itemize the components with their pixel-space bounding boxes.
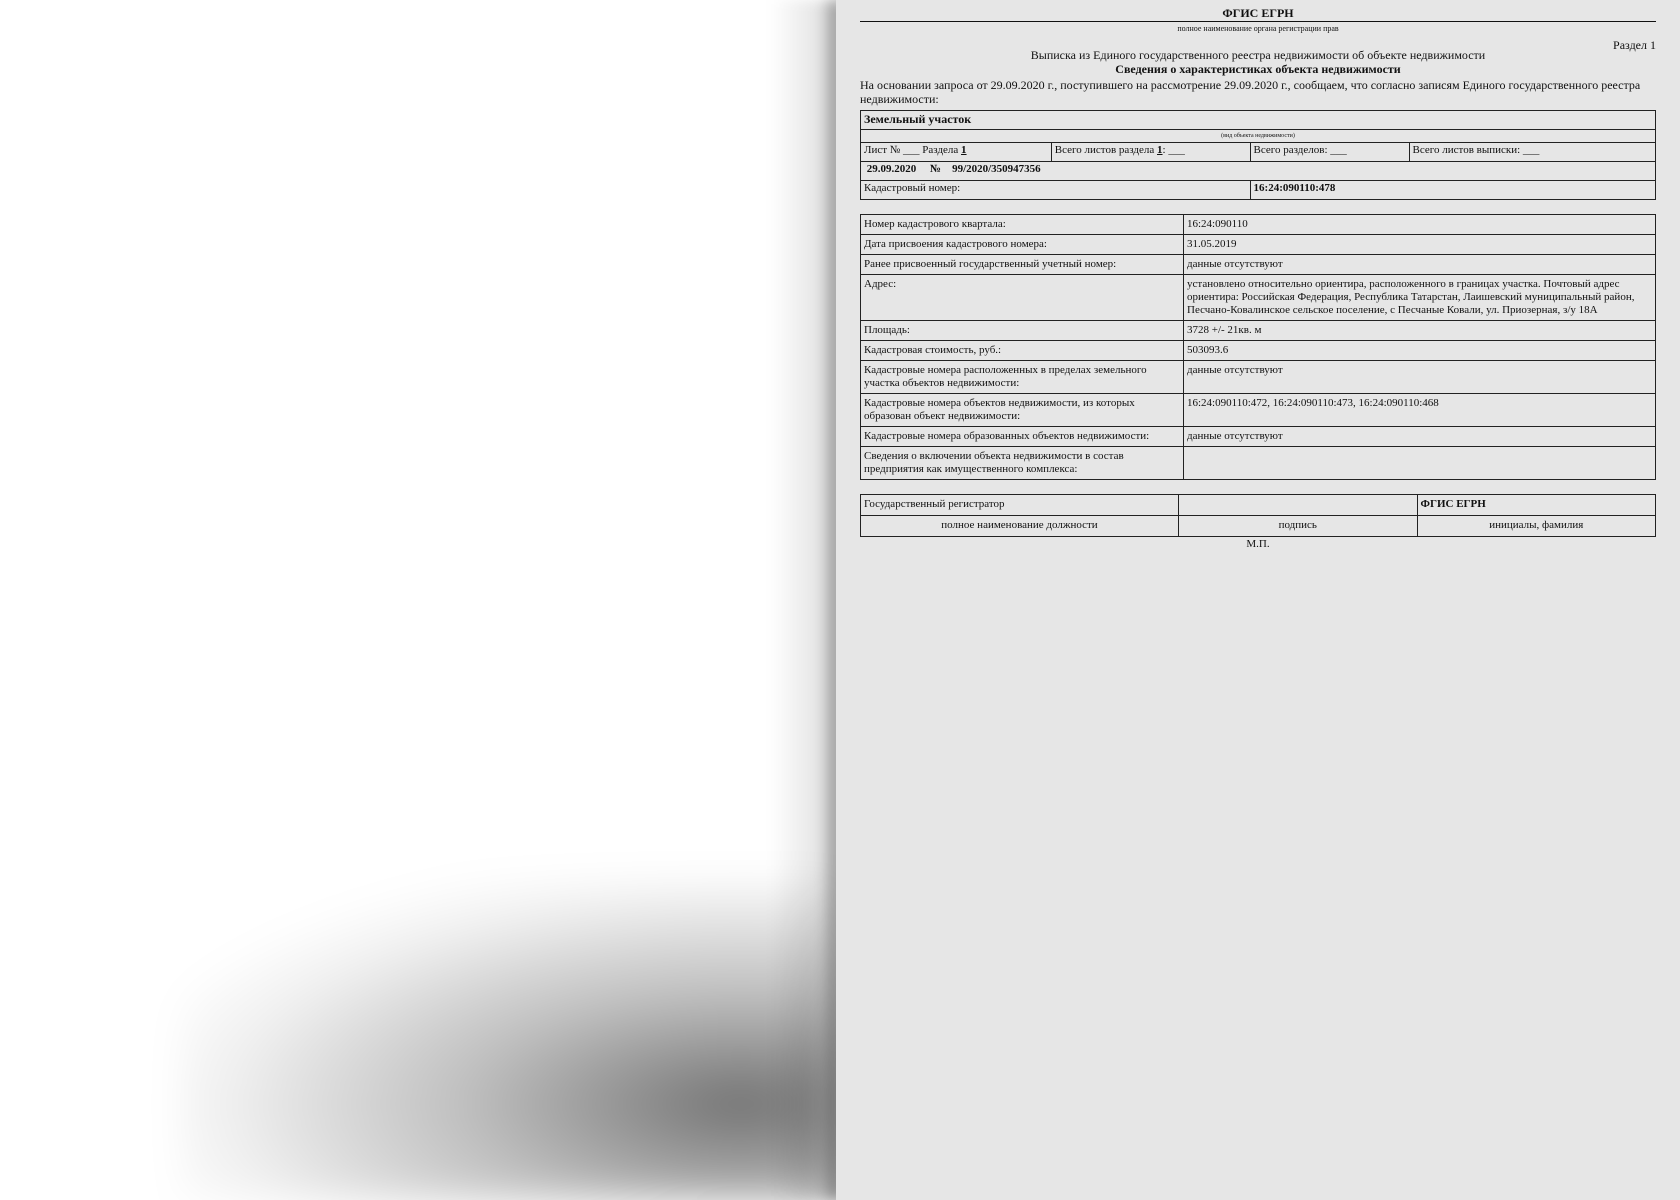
sheets-total-blank: ___	[1522, 144, 1540, 156]
detail-label: Кадастровые номера образованных объектов недвижимости:	[861, 427, 1184, 447]
cadastral-number-value: 16:24:090110:478	[1250, 181, 1655, 200]
detail-row	[861, 275, 1656, 321]
registrar-position: Государственный регистратор	[861, 495, 1179, 516]
section-number: 1	[961, 144, 967, 156]
detail-value: 31.05.2019	[1184, 235, 1656, 255]
section-word: Раздела	[922, 144, 959, 156]
sheets-in-section-blank: : ___	[1162, 144, 1185, 156]
cadastral-number-label: Кадастровый номер:	[861, 181, 1251, 200]
detail-label: Площадь:	[861, 321, 1184, 341]
detail-label: Ранее присвоенный государственный учетный номер:	[861, 255, 1184, 275]
detail-row	[861, 215, 1656, 235]
registrar-name: ФГИС ЕГРН	[1417, 495, 1656, 516]
detail-value: данные отсутствуют	[1184, 361, 1656, 394]
sections-total-label: Всего разделов:	[1253, 144, 1328, 156]
registrar-signature	[1179, 495, 1418, 516]
detail-value	[1184, 447, 1656, 480]
detail-value: 16:24:090110:472, 16:24:090110:473, 16:24:090110:468	[1184, 394, 1656, 427]
characteristics-table	[860, 214, 1656, 480]
signature-values-row	[861, 495, 1656, 516]
sheet-info-row	[861, 143, 1656, 162]
detail-row	[861, 235, 1656, 255]
extract-number: 99/2020/350947356	[952, 163, 1041, 175]
date-number-row	[861, 162, 1656, 181]
detail-row	[861, 321, 1656, 341]
detail-row	[861, 447, 1656, 480]
detail-label: Дата присвоения кадастрового номера:	[861, 235, 1184, 255]
signature-caption: подпись	[1179, 516, 1418, 537]
detail-row	[861, 255, 1656, 275]
sheet-label: Лист №	[864, 144, 901, 156]
document-page	[860, 6, 1656, 550]
sheets-in-section-value: 1	[1157, 144, 1163, 156]
detail-value: 503093.6	[1184, 341, 1656, 361]
sections-total-blank: ___	[1330, 144, 1347, 156]
detail-row	[861, 394, 1656, 427]
number-sign: №	[930, 163, 942, 175]
detail-label: Адрес:	[861, 275, 1184, 321]
detail-label: Кадастровая стоимость, руб.:	[861, 341, 1184, 361]
detail-value: данные отсутствуют	[1184, 427, 1656, 447]
document-title: Выписка из Единого государственного реестра недвижимости об объекте недвижимости	[1030, 48, 1486, 62]
intro-text: На основании запроса от 29.09.2020 г., поступившего на рассмотрение 29.09.2020 г., сообщаем, что согласно записям Единого государственного реестра недвижимости:	[860, 78, 1641, 106]
object-header-table	[860, 110, 1656, 200]
sheet-number-cell	[861, 143, 1052, 162]
agency-caption: полное наименование органа регистрации прав	[1177, 24, 1339, 33]
agency-name: ФГИС ЕГРН	[1222, 6, 1294, 20]
detail-row	[861, 427, 1656, 447]
sections-total-cell	[1250, 143, 1409, 162]
date-number-cell	[861, 162, 1656, 181]
name-caption: инициалы, фамилия	[1417, 516, 1656, 537]
page-edge-shadow	[770, 0, 840, 1200]
position-caption: полное наименование должности	[861, 516, 1179, 537]
sheets-in-section-cell	[1051, 143, 1250, 162]
document-sheet	[836, 0, 1680, 1200]
extract-date: 29.09.2020	[866, 163, 917, 175]
section-label: Раздел 1	[1613, 38, 1656, 52]
object-kind: Земельный участок	[861, 111, 1656, 130]
cadastral-number-row	[861, 181, 1656, 200]
detail-value: данные отсутствуют	[1184, 255, 1656, 275]
sheets-total-label: Всего листов выписки:	[1412, 144, 1521, 156]
signature-captions-row	[861, 516, 1656, 537]
detail-value: установлено относительно ориентира, расположенного в границах участка. Почтовый адрес ориентира: Российская Федерация, Республика Татарстан, Лаишевский муниципальный район, Песчано-Ковалинское сельское поселение, с Песчаные Ковали, ул. Приозерная, з/у 18А	[1184, 275, 1656, 321]
object-kind-caption-row	[861, 130, 1656, 143]
signature-table	[860, 494, 1656, 537]
detail-value: 3728 +/- 21кв. м	[1184, 321, 1656, 341]
detail-value: 16:24:090110	[1184, 215, 1656, 235]
object-kind-caption: (вид объекта недвижимости)	[861, 130, 1656, 143]
page-shadow	[180, 880, 840, 1200]
sheets-total-cell	[1409, 143, 1655, 162]
detail-row	[861, 341, 1656, 361]
detail-label: Кадастровые номера расположенных в пределах земельного участка объектов недвижимости:	[861, 361, 1184, 394]
sheet-blank: ___	[903, 144, 920, 156]
agency-underline	[860, 21, 1656, 22]
stamp-place-label: М.П.	[1246, 538, 1270, 550]
detail-label: Кадастровые номера объектов недвижимости, из которых образован объект недвижимости:	[861, 394, 1184, 427]
sheets-in-section-label: Всего листов раздела	[1054, 144, 1155, 156]
detail-label: Сведения о включении объекта недвижимости в состав предприятия как имущественного комплекса:	[861, 447, 1184, 480]
detail-row	[861, 361, 1656, 394]
object-kind-row	[861, 111, 1656, 130]
detail-label: Номер кадастрового квартала:	[861, 215, 1184, 235]
document-subtitle: Сведения о характеристиках объекта недвижимости	[1115, 62, 1401, 76]
